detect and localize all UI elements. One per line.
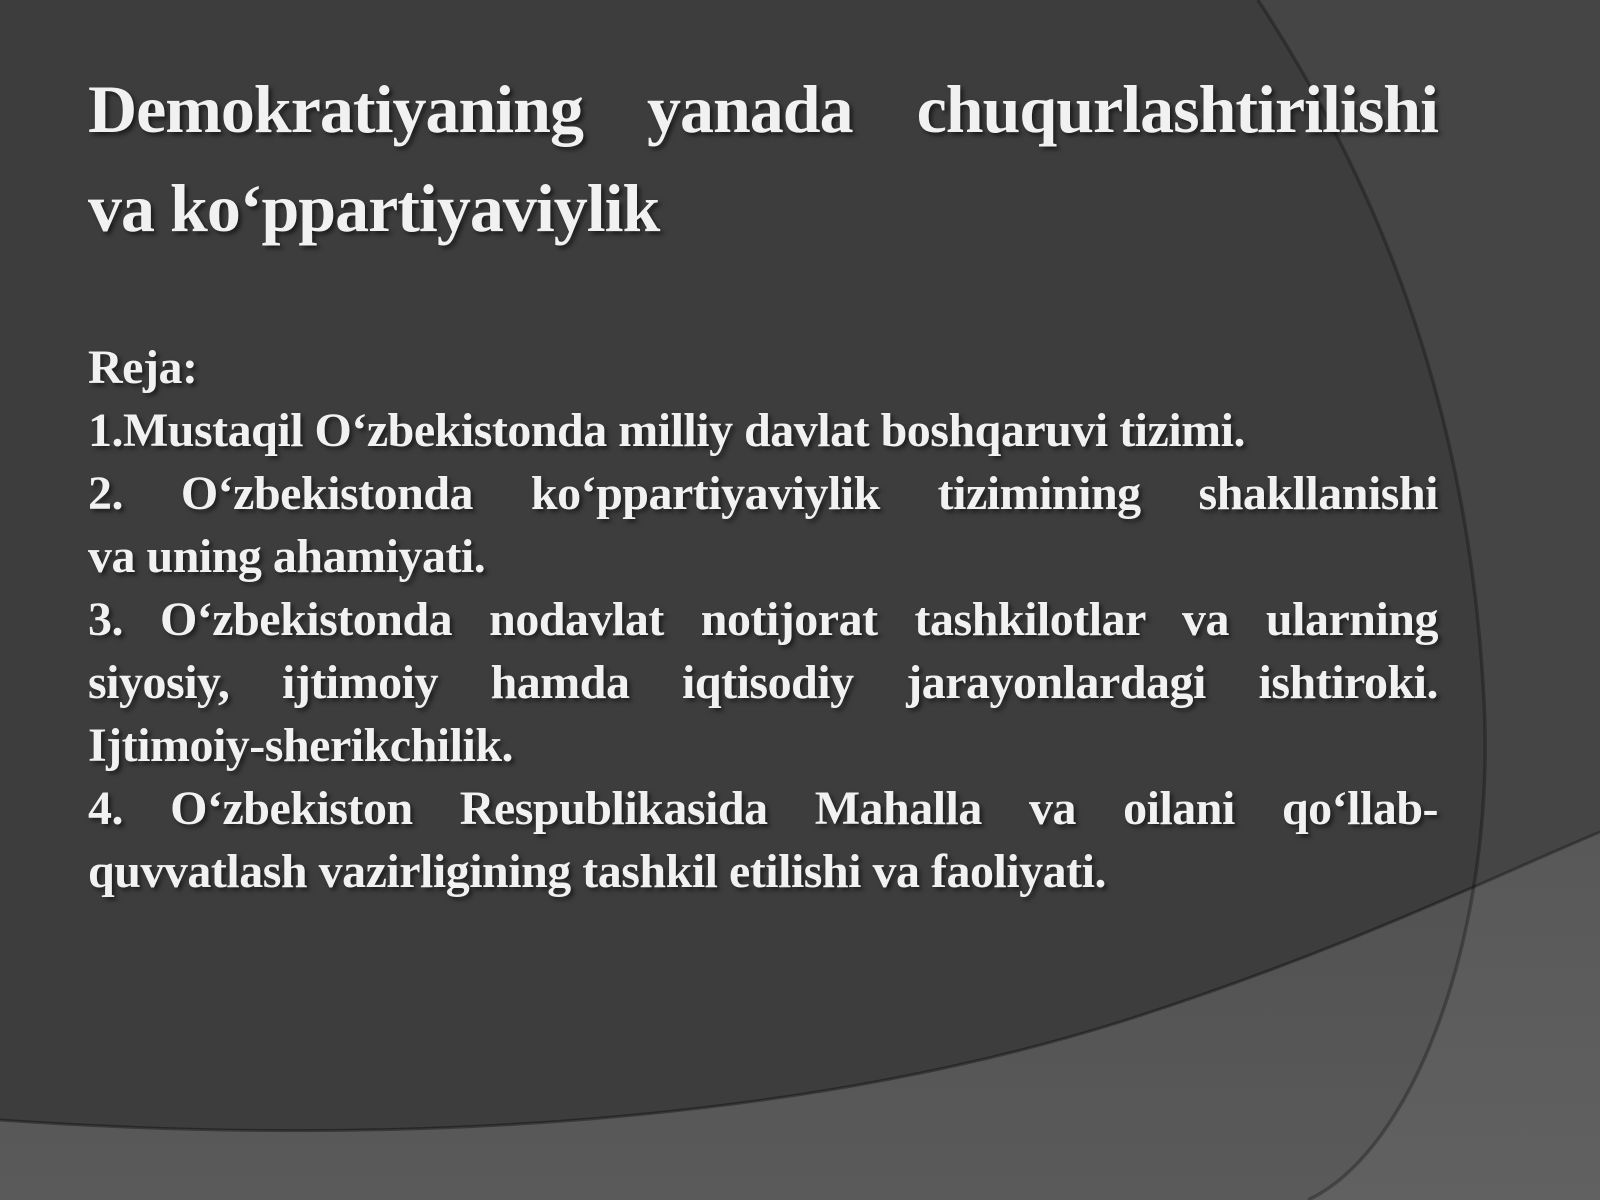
slide-title (88, 60, 1438, 258)
plan-item-2-line-1: 2. O‘zbekistonda ko‘ppartiyaviylik tizimining shakllanishi (88, 467, 1438, 520)
title-line-2: va ko‘ppartiyaviylik (88, 170, 660, 246)
plan-list (88, 336, 1438, 903)
title-line-1: Demokratiyaning yanada chuqurlashtirilishi (88, 71, 1438, 147)
plan-heading: Reja: (88, 341, 198, 394)
plan-item-3-line-1: 3. O‘zbekistonda nodavlat notijorat tashkilotlar va ularning (88, 593, 1438, 646)
plan-item-2-line-2: va uning ahamiyati. (88, 530, 486, 583)
plan-item-3-line-3: Ijtimoiy-sherikchilik. (88, 719, 514, 772)
plan-item-1: 1.Mustaqil O‘zbekistonda milliy davlat boshqaruvi tizimi. (88, 404, 1245, 457)
plan-item-4-line-1: 4. O‘zbekiston Respublikasida Mahalla va oilani qo‘llab- (88, 782, 1438, 835)
slide-content (88, 0, 1438, 903)
plan-item-3-line-2: siyosiy, ijtimoiy hamda iqtisodiy jarayonlardagi ishtiroki. (88, 656, 1438, 709)
plan-item-4-line-2: quvvatlash vazirligining tashkil etilishi va faoliyati. (88, 845, 1106, 898)
